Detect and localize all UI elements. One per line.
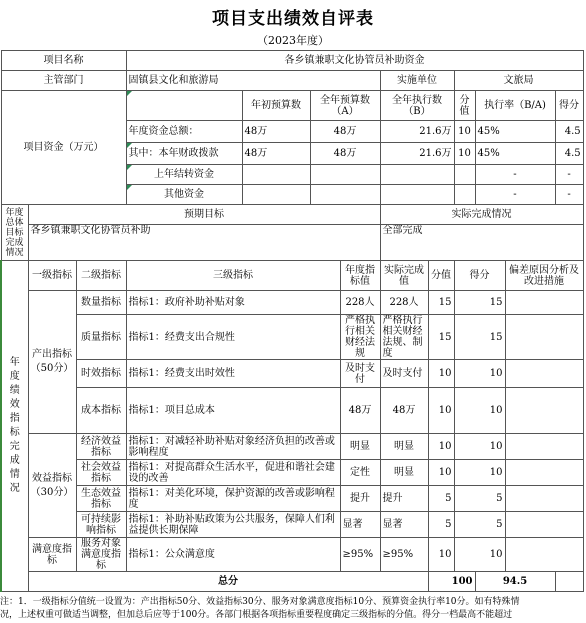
indicator-l3: 指标1：公众满意度 (126, 538, 340, 572)
indicator-val: 15 (428, 291, 454, 315)
indicator-actual: 显著 (380, 512, 428, 538)
indicator-l3: 指标1：经费支出时效性 (126, 360, 340, 388)
indicator-actual: ≥95% (380, 538, 428, 572)
indicator-val: 5 (428, 486, 454, 512)
indicator-target: 严格执行相关财经法规 (340, 315, 380, 360)
indicator-l2: 时效指标 (76, 360, 126, 388)
indicator-score: 15 (454, 291, 505, 315)
funds-row-init: 48万 (242, 121, 310, 143)
indicator-reason (505, 460, 583, 486)
indicator-reason (505, 512, 583, 538)
indicator-reason (505, 538, 583, 572)
funds-label: 项目资金（万元） (1, 91, 126, 205)
funds-row-score: - (555, 165, 583, 185)
funds-header-rate: 执行率（B/A) (475, 91, 555, 121)
indicator-val: 10 (428, 538, 454, 572)
indicator-l3: 指标1：对减轻补助补贴对象经济负担的改善或影响程度 (126, 434, 340, 460)
funds-row-exec: 21.6万 (380, 121, 454, 143)
funds-row-score: 4.5 (555, 143, 583, 165)
output-label: 产出指标（50分） (28, 291, 76, 434)
perf-header-score: 得分 (454, 261, 505, 291)
funds-row-rate: 45% (475, 143, 555, 165)
indicator-l2: 成本指标 (76, 388, 126, 434)
indicator-target: 明显 (340, 434, 380, 460)
indicator-l3: 指标1：对美化环境，保护资源的改善或影响程度 (126, 486, 340, 512)
table-row (1, 360, 583, 388)
total-val: 100 (428, 572, 475, 592)
footnote-line: 注：1．一级指标分值统一设置为：产出指标50分、效益指标30分、服务对象满意度指标10分、预算资金执行率10分。如有特殊情 (0, 597, 520, 607)
page-subtitle: （2023年度） (257, 34, 329, 47)
indicator-actual: 明显 (380, 460, 428, 486)
indicator-score: 5 (454, 486, 505, 512)
indicator-l2: 社会效益指标 (76, 460, 126, 486)
indicator-actual: 明显 (380, 434, 428, 460)
funds-row-score-val: 10 (454, 143, 475, 165)
indicator-reason (505, 486, 583, 512)
indicator-l2: 质量指标 (76, 315, 126, 360)
indicator-l2: 服务对象满意度指标 (76, 538, 126, 572)
indicator-l3: 指标1：补助补贴政策为公共服务，保障人们利益提供长期保障 (126, 512, 340, 538)
indicator-score: 10 (454, 388, 505, 434)
funds-row-budget: 48万 (310, 143, 380, 165)
funds-row-rate: - (475, 165, 555, 185)
indicator-score: 10 (454, 434, 505, 460)
indicator-l3: 指标1：经费支出合规性 (126, 315, 340, 360)
project-name-label: 项目名称 (1, 51, 126, 71)
footnote-line: 况，上述权重可做适当调整，但加总后应等于100分。各部门根据各项指标重要程度确定三级指标的分值。得分一档最高不能超过 (0, 610, 513, 620)
goal-expected-label: 预期目标 (28, 205, 380, 225)
indicator-actual: 228人 (380, 291, 428, 315)
goal-actual-label: 实际完成情况 (380, 205, 583, 225)
total-label: 总分 (28, 572, 428, 592)
table-row (1, 291, 583, 315)
funds-row-score: 4.5 (555, 121, 583, 143)
table-row (1, 315, 583, 360)
indicator-target: 定性 (340, 460, 380, 486)
perf-header-l3: 三级指标 (126, 261, 340, 291)
table-row (1, 460, 583, 486)
funds-corner (126, 91, 242, 121)
funds-row-budget: 48万 (310, 121, 380, 143)
indicator-score: 5 (454, 512, 505, 538)
indicator-score: 15 (454, 315, 505, 360)
footnote (0, 596, 586, 622)
indicator-target: 提升 (340, 486, 380, 512)
indicator-l3: 指标1：项目总成本 (126, 388, 340, 434)
funds-header-score-val: 分值 (454, 91, 475, 121)
total-row (1, 572, 583, 592)
perf-header-reason: 偏差原因分析及改进措施 (505, 261, 583, 291)
indicator-l3: 指标1：对提高群众生活水平，促进和谐社会建设的改善 (126, 460, 340, 486)
indicator-reason (505, 388, 583, 434)
funds-row-exec (380, 165, 454, 185)
funds-row-label: 其中：本年财政拨款 (126, 143, 242, 165)
benefit-label: 效益指标（30分） (28, 434, 76, 538)
funds-header-budget: 全年预算数（A） (310, 91, 380, 121)
indicator-val: 10 (428, 434, 454, 460)
indicator-l2: 生态效益指标 (76, 486, 126, 512)
indicator-actual: 提升 (380, 486, 428, 512)
indicator-score: 10 (454, 360, 505, 388)
perf-header-target: 年度指标值 (340, 261, 380, 291)
funds-row-rate: 45% (475, 121, 555, 143)
table-row (1, 388, 583, 434)
funds-row-rate: - (475, 185, 555, 205)
indicator-l2: 经济效益指标 (76, 434, 126, 460)
goal-expected-value: 各乡镇兼职文化协管员补助 (28, 225, 380, 261)
indicator-val: 10 (428, 388, 454, 434)
funds-row-budget (310, 185, 380, 205)
indicator-reason (505, 291, 583, 315)
indicator-l3: 指标1：政府补助补贴对象 (126, 291, 340, 315)
total-reason (555, 572, 583, 592)
funds-row-score-val: 10 (454, 121, 475, 143)
perf-header-actual: 实际完成值 (380, 261, 428, 291)
funds-header-init: 年初预算数 (242, 91, 310, 121)
total-score: 94.5 (475, 572, 555, 592)
indicator-l2: 可持续影响指标 (76, 512, 126, 538)
indicator-target: 及时支付 (340, 360, 380, 388)
table-row (1, 538, 583, 572)
indicator-actual: 严格执行相关财经法规、制度 (380, 315, 428, 360)
funds-row-label: 其他资金 (126, 185, 242, 205)
indicator-val: 15 (428, 315, 454, 360)
impl-label: 实施单位 (380, 71, 454, 91)
page-title: 项目支出绩效自评表 (212, 9, 374, 29)
funds-row-init (242, 165, 310, 185)
indicator-val: 10 (428, 360, 454, 388)
perf-header-val: 分值 (428, 261, 454, 291)
indicator-target: 48万 (340, 388, 380, 434)
table-row (1, 512, 583, 538)
funds-row-score-val (454, 185, 475, 205)
indicator-target: ≥95% (340, 538, 380, 572)
perf-header-l1: 一级指标 (28, 261, 76, 291)
indicator-actual: 48万 (380, 388, 428, 434)
funds-row-label: 上年结转资金 (126, 165, 242, 185)
indicator-val: 10 (428, 460, 454, 486)
perf-label: 年度绩效指标完成情况 (1, 261, 28, 592)
evaluation-table (0, 50, 584, 592)
indicator-target: 228人 (340, 291, 380, 315)
impl-value: 文旅局 (454, 71, 583, 91)
goal-label: 年度总体目标完成情况 (1, 205, 28, 261)
funds-row-score-val (454, 165, 475, 185)
indicator-reason (505, 315, 583, 360)
indicator-reason (505, 434, 583, 460)
dept-label: 主管部门 (1, 71, 126, 91)
funds-row-score: - (555, 185, 583, 205)
project-name-value: 各乡镇兼职文化协管员补助资金 (126, 51, 583, 71)
funds-row-init (242, 185, 310, 205)
indicator-score: 10 (454, 538, 505, 572)
indicator-actual: 及时支付 (380, 360, 428, 388)
table-row (1, 486, 583, 512)
funds-header-exec: 全年执行数（B） (380, 91, 454, 121)
perf-header-l2: 二级指标 (76, 261, 126, 291)
indicator-target: 显著 (340, 512, 380, 538)
satisfaction-l1: 满意度指标 (28, 538, 76, 572)
goal-actual-value: 全部完成 (380, 225, 583, 261)
table-row (1, 434, 583, 460)
dept-value: 固镇县文化和旅游局 (126, 71, 380, 91)
funds-row-init: 48万 (242, 143, 310, 165)
funds-row-exec (380, 185, 454, 205)
indicator-l2: 数量指标 (76, 291, 126, 315)
indicator-reason (505, 360, 583, 388)
indicator-score: 10 (454, 460, 505, 486)
funds-row-budget (310, 165, 380, 185)
funds-header-score: 得分 (555, 91, 583, 121)
indicator-val: 5 (428, 512, 454, 538)
funds-row-label: 年度资金总额： (126, 121, 242, 143)
funds-row-exec: 21.6万 (380, 143, 454, 165)
